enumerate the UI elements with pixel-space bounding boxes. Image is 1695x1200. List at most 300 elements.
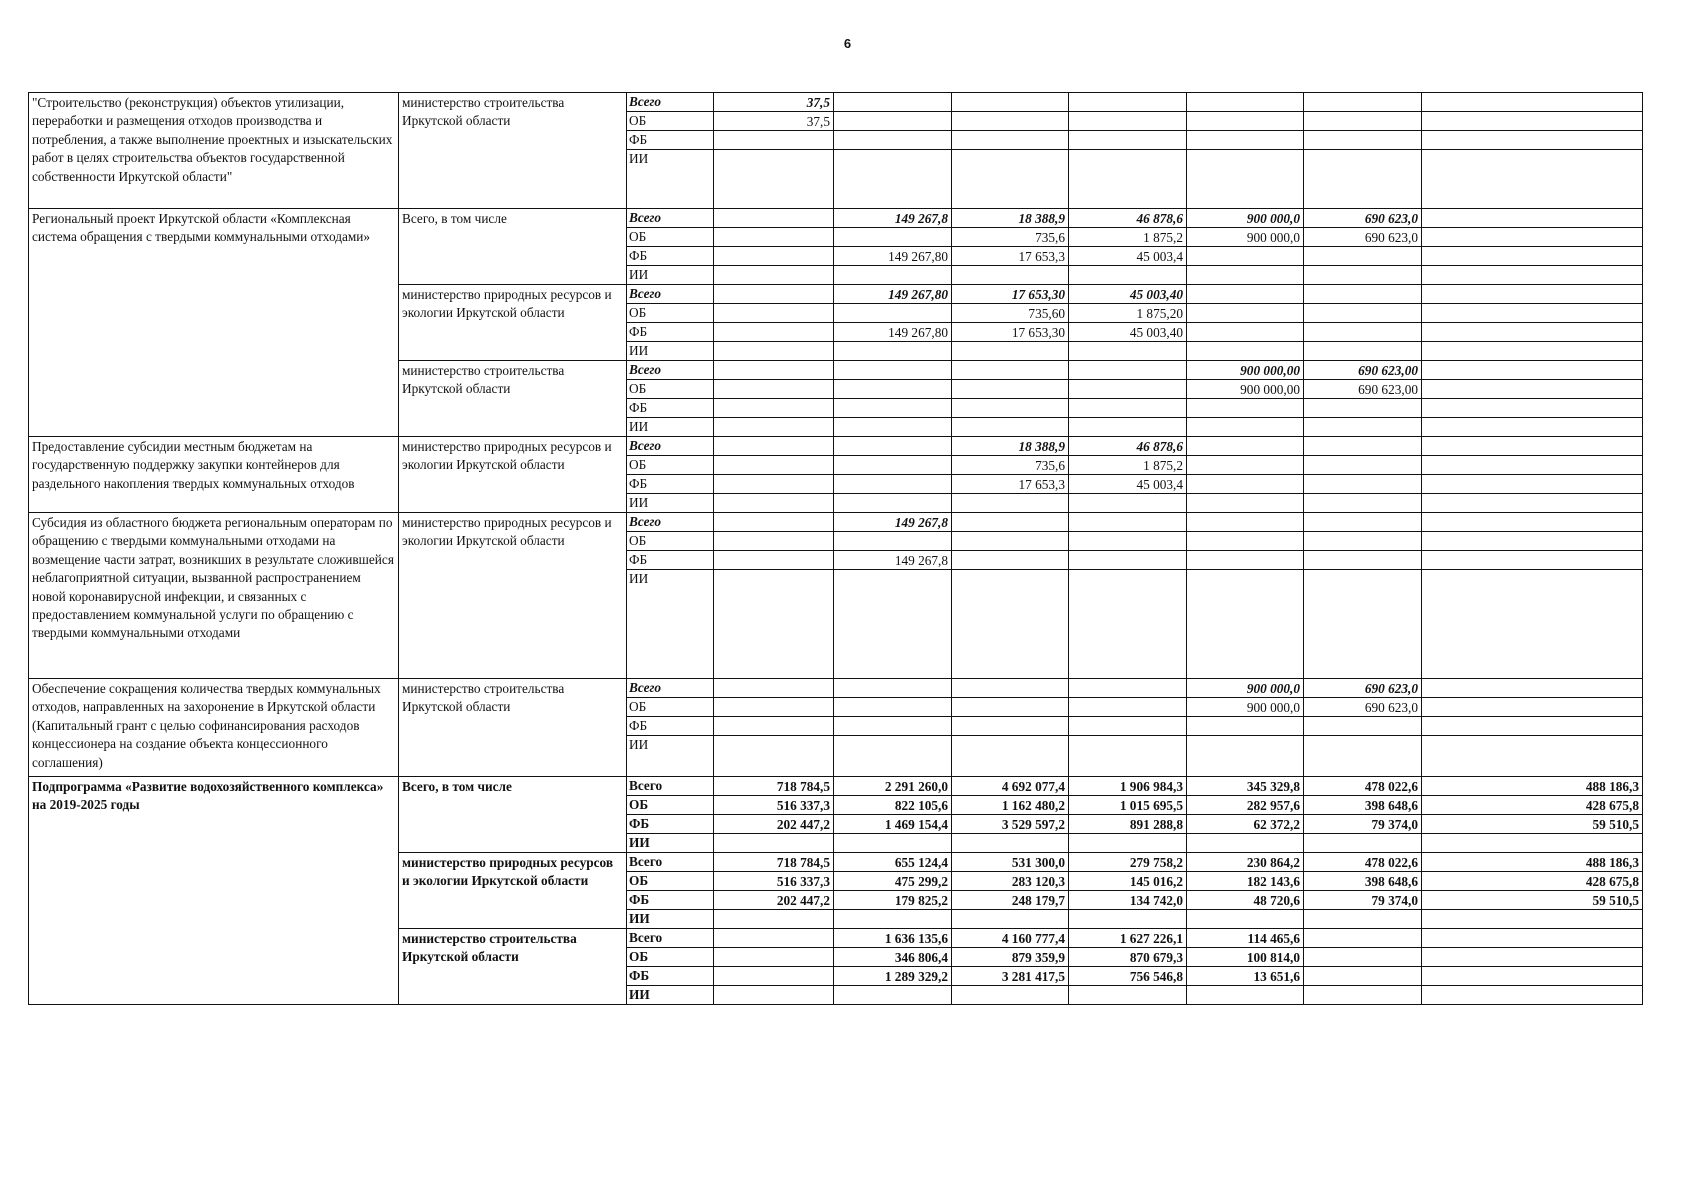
value-cell bbox=[714, 361, 834, 380]
value-cell bbox=[1422, 494, 1643, 513]
value-cell bbox=[1069, 342, 1187, 361]
value-cell bbox=[714, 456, 834, 475]
value-cell: 18 388,9 bbox=[952, 209, 1069, 228]
value-cell: 62 372,2 bbox=[1187, 815, 1304, 834]
value-cell bbox=[952, 266, 1069, 285]
value-cell bbox=[714, 323, 834, 342]
value-cell bbox=[1187, 834, 1304, 853]
value-cell: 1 636 135,6 bbox=[834, 929, 952, 948]
value-cell: 282 957,6 bbox=[1187, 796, 1304, 815]
value-cell bbox=[1422, 437, 1643, 456]
value-cell: 690 623,0 bbox=[1304, 228, 1422, 247]
table-row bbox=[29, 209, 1643, 228]
value-cell bbox=[834, 717, 952, 736]
value-cell bbox=[1304, 93, 1422, 112]
value-cell bbox=[1069, 266, 1187, 285]
value-cell bbox=[1187, 93, 1304, 112]
value-cell bbox=[714, 342, 834, 361]
value-cell bbox=[714, 551, 834, 570]
value-cell bbox=[714, 228, 834, 247]
value-cell: 17 653,30 bbox=[952, 285, 1069, 304]
value-cell: 45 003,40 bbox=[1069, 323, 1187, 342]
value-cell bbox=[714, 475, 834, 494]
value-cell bbox=[1304, 910, 1422, 929]
value-cell: 900 000,0 bbox=[1187, 698, 1304, 717]
value-cell bbox=[714, 150, 834, 209]
value-cell: 428 675,8 bbox=[1422, 872, 1643, 891]
value-cell: 202 447,2 bbox=[714, 891, 834, 910]
table-row bbox=[29, 679, 1643, 698]
value-cell bbox=[1422, 380, 1643, 399]
value-cell: 202 447,2 bbox=[714, 815, 834, 834]
value-cell: 718 784,5 bbox=[714, 853, 834, 872]
value-cell bbox=[1304, 513, 1422, 532]
value-cell: 279 758,2 bbox=[1069, 853, 1187, 872]
value-cell: 4 692 077,4 bbox=[952, 777, 1069, 796]
value-cell: 900 000,0 bbox=[1187, 679, 1304, 698]
value-cell: 1 875,20 bbox=[1069, 304, 1187, 323]
value-cell bbox=[1422, 679, 1643, 698]
funding-source-cell: ИИ bbox=[627, 266, 714, 285]
value-cell bbox=[714, 834, 834, 853]
value-cell: 488 186,3 bbox=[1422, 777, 1643, 796]
value-cell bbox=[1422, 209, 1643, 228]
value-cell bbox=[1069, 698, 1187, 717]
value-cell bbox=[1069, 679, 1187, 698]
value-cell: 45 003,4 bbox=[1069, 247, 1187, 266]
value-cell bbox=[1187, 399, 1304, 418]
value-cell bbox=[1069, 532, 1187, 551]
value-cell bbox=[952, 494, 1069, 513]
funding-source-cell: ОБ bbox=[627, 698, 714, 717]
value-cell bbox=[952, 570, 1069, 679]
value-cell bbox=[1069, 551, 1187, 570]
value-cell bbox=[1422, 736, 1643, 777]
value-cell bbox=[1422, 513, 1643, 532]
value-cell bbox=[1304, 266, 1422, 285]
value-cell: 145 016,2 bbox=[1069, 872, 1187, 891]
value-cell bbox=[834, 228, 952, 247]
value-cell bbox=[834, 456, 952, 475]
value-cell bbox=[1422, 399, 1643, 418]
value-cell: 149 267,8 bbox=[834, 209, 952, 228]
value-cell bbox=[1422, 910, 1643, 929]
value-cell bbox=[1304, 323, 1422, 342]
value-cell: 17 653,30 bbox=[952, 323, 1069, 342]
value-cell bbox=[1069, 131, 1187, 150]
value-cell bbox=[1187, 986, 1304, 1005]
value-cell: 46 878,6 bbox=[1069, 437, 1187, 456]
value-cell bbox=[1422, 112, 1643, 131]
value-cell bbox=[1422, 418, 1643, 437]
value-cell bbox=[834, 418, 952, 437]
value-cell bbox=[1422, 131, 1643, 150]
value-cell bbox=[834, 112, 952, 131]
value-cell: 46 878,6 bbox=[1069, 209, 1187, 228]
funding-source-cell: Всего bbox=[627, 853, 714, 872]
value-cell bbox=[1069, 112, 1187, 131]
value-cell: 516 337,3 bbox=[714, 872, 834, 891]
value-cell bbox=[834, 150, 952, 209]
value-cell: 735,60 bbox=[952, 304, 1069, 323]
value-cell: 48 720,6 bbox=[1187, 891, 1304, 910]
value-cell: 149 267,8 bbox=[834, 551, 952, 570]
value-cell bbox=[714, 717, 834, 736]
funding-source-cell: ИИ bbox=[627, 342, 714, 361]
value-cell: 17 653,3 bbox=[952, 247, 1069, 266]
value-cell bbox=[1069, 418, 1187, 437]
value-cell bbox=[1187, 437, 1304, 456]
value-cell bbox=[1304, 418, 1422, 437]
value-cell: 230 864,2 bbox=[1187, 853, 1304, 872]
value-cell: 346 806,4 bbox=[834, 948, 952, 967]
value-cell bbox=[1304, 399, 1422, 418]
program-block bbox=[29, 93, 1643, 209]
funding-source-cell: ОБ bbox=[627, 380, 714, 399]
value-cell bbox=[1304, 112, 1422, 131]
value-cell bbox=[714, 929, 834, 948]
funding-source-cell: Всего bbox=[627, 513, 714, 532]
value-cell bbox=[1304, 494, 1422, 513]
value-cell: 475 299,2 bbox=[834, 872, 952, 891]
value-cell: 283 120,3 bbox=[952, 872, 1069, 891]
value-cell: 149 267,80 bbox=[834, 323, 952, 342]
value-cell bbox=[1187, 736, 1304, 777]
value-cell bbox=[1422, 456, 1643, 475]
value-cell bbox=[834, 342, 952, 361]
funding-source-cell: ОБ bbox=[627, 872, 714, 891]
value-cell bbox=[834, 304, 952, 323]
value-cell: 690 623,0 bbox=[1304, 679, 1422, 698]
value-cell bbox=[952, 834, 1069, 853]
value-cell: 900 000,00 bbox=[1187, 361, 1304, 380]
value-cell bbox=[1422, 834, 1643, 853]
value-cell bbox=[952, 361, 1069, 380]
value-cell bbox=[1422, 929, 1643, 948]
value-cell: 114 465,6 bbox=[1187, 929, 1304, 948]
value-cell bbox=[1069, 910, 1187, 929]
value-cell bbox=[952, 150, 1069, 209]
value-cell bbox=[1187, 570, 1304, 679]
value-cell bbox=[1422, 150, 1643, 209]
value-cell bbox=[1304, 948, 1422, 967]
value-cell bbox=[714, 209, 834, 228]
value-cell: 879 359,9 bbox=[952, 948, 1069, 967]
value-cell bbox=[714, 948, 834, 967]
value-cell bbox=[714, 986, 834, 1005]
value-cell: 900 000,00 bbox=[1187, 380, 1304, 399]
value-cell: 59 510,5 bbox=[1422, 815, 1643, 834]
value-cell bbox=[1187, 131, 1304, 150]
executor-cell: министерство природных ресурсов и экологии Иркутской области bbox=[399, 285, 627, 361]
value-cell bbox=[1187, 112, 1304, 131]
funding-source-cell: Всего bbox=[627, 929, 714, 948]
value-cell bbox=[714, 679, 834, 698]
value-cell bbox=[1069, 380, 1187, 399]
value-cell: 398 648,6 bbox=[1304, 872, 1422, 891]
table-row bbox=[29, 93, 1643, 112]
table-row bbox=[29, 777, 1643, 796]
value-cell bbox=[1422, 551, 1643, 570]
value-cell bbox=[1304, 304, 1422, 323]
value-cell: 45 003,4 bbox=[1069, 475, 1187, 494]
executor-cell: министерство строительства Иркутской области bbox=[399, 929, 627, 1005]
funding-source-cell: ОБ bbox=[627, 228, 714, 247]
value-cell: 488 186,3 bbox=[1422, 853, 1643, 872]
value-cell: 179 825,2 bbox=[834, 891, 952, 910]
value-cell bbox=[834, 131, 952, 150]
funding-source-cell: ОБ bbox=[627, 304, 714, 323]
value-cell: 182 143,6 bbox=[1187, 872, 1304, 891]
value-cell bbox=[1304, 967, 1422, 986]
value-cell bbox=[714, 532, 834, 551]
executor-cell: Всего, в том числе bbox=[399, 777, 627, 853]
value-cell bbox=[1304, 247, 1422, 266]
value-cell bbox=[1304, 986, 1422, 1005]
value-cell bbox=[834, 380, 952, 399]
value-cell bbox=[714, 247, 834, 266]
value-cell bbox=[952, 986, 1069, 1005]
value-cell bbox=[834, 698, 952, 717]
funding-source-cell: Всего bbox=[627, 93, 714, 112]
value-cell bbox=[952, 131, 1069, 150]
value-cell bbox=[714, 736, 834, 777]
value-cell: 149 267,80 bbox=[834, 285, 952, 304]
program-block bbox=[29, 209, 1643, 437]
funding-source-cell: ИИ bbox=[627, 736, 714, 777]
value-cell: 1 162 480,2 bbox=[952, 796, 1069, 815]
value-cell: 3 529 597,2 bbox=[952, 815, 1069, 834]
executor-cell: министерство природных ресурсов и экологии Иркутской области bbox=[399, 513, 627, 679]
value-cell bbox=[952, 399, 1069, 418]
value-cell bbox=[1069, 834, 1187, 853]
value-cell bbox=[1422, 361, 1643, 380]
value-cell: 718 784,5 bbox=[714, 777, 834, 796]
value-cell: 900 000,0 bbox=[1187, 228, 1304, 247]
value-cell bbox=[1187, 323, 1304, 342]
value-cell bbox=[1422, 93, 1643, 112]
program-name-cell: Предоставление субсидии местным бюджетам на государственную поддержку закупки контейнеров для раздельного накопления твердых коммунальных отходов bbox=[29, 437, 399, 513]
value-cell bbox=[1069, 494, 1187, 513]
value-cell bbox=[834, 986, 952, 1005]
value-cell bbox=[1187, 513, 1304, 532]
value-cell bbox=[714, 399, 834, 418]
value-cell: 1 015 695,5 bbox=[1069, 796, 1187, 815]
funding-source-cell: ИИ bbox=[627, 910, 714, 929]
value-cell bbox=[1187, 717, 1304, 736]
program-block bbox=[29, 437, 1643, 513]
value-cell bbox=[714, 967, 834, 986]
funding-source-cell: ФБ bbox=[627, 967, 714, 986]
value-cell bbox=[1422, 247, 1643, 266]
value-cell bbox=[1422, 323, 1643, 342]
value-cell: 891 288,8 bbox=[1069, 815, 1187, 834]
value-cell bbox=[714, 418, 834, 437]
value-cell bbox=[834, 570, 952, 679]
value-cell bbox=[714, 285, 834, 304]
value-cell bbox=[1422, 228, 1643, 247]
value-cell bbox=[1304, 437, 1422, 456]
value-cell bbox=[1422, 717, 1643, 736]
funding-source-cell: Всего bbox=[627, 777, 714, 796]
program-block bbox=[29, 513, 1643, 679]
value-cell: 478 022,6 bbox=[1304, 777, 1422, 796]
value-cell: 18 388,9 bbox=[952, 437, 1069, 456]
value-cell bbox=[714, 437, 834, 456]
value-cell bbox=[1069, 513, 1187, 532]
value-cell: 4 160 777,4 bbox=[952, 929, 1069, 948]
value-cell bbox=[834, 834, 952, 853]
table-row bbox=[29, 513, 1643, 532]
value-cell bbox=[1422, 304, 1643, 323]
value-cell bbox=[714, 513, 834, 532]
value-cell: 149 267,80 bbox=[834, 247, 952, 266]
funding-source-cell: ФБ bbox=[627, 815, 714, 834]
value-cell bbox=[952, 910, 1069, 929]
value-cell: 1 875,2 bbox=[1069, 228, 1187, 247]
value-cell bbox=[1422, 475, 1643, 494]
funding-source-cell: ФБ bbox=[627, 131, 714, 150]
value-cell: 45 003,40 bbox=[1069, 285, 1187, 304]
value-cell: 690 623,00 bbox=[1304, 380, 1422, 399]
value-cell bbox=[1422, 986, 1643, 1005]
value-cell bbox=[714, 131, 834, 150]
value-cell bbox=[1069, 717, 1187, 736]
funding-source-cell: ФБ bbox=[627, 399, 714, 418]
program-name-cell: Региональный проект Иркутской области «Комплексная система обращения с твердыми коммунальными отходами» bbox=[29, 209, 399, 437]
value-cell bbox=[1304, 736, 1422, 777]
value-cell: 100 814,0 bbox=[1187, 948, 1304, 967]
value-cell: 1 469 154,4 bbox=[834, 815, 952, 834]
value-cell bbox=[1422, 285, 1643, 304]
value-cell: 79 374,0 bbox=[1304, 815, 1422, 834]
value-cell: 735,6 bbox=[952, 228, 1069, 247]
value-cell bbox=[714, 266, 834, 285]
funding-source-cell: ОБ bbox=[627, 456, 714, 475]
value-cell bbox=[1304, 342, 1422, 361]
value-cell bbox=[1304, 570, 1422, 679]
value-cell bbox=[834, 494, 952, 513]
value-cell bbox=[834, 736, 952, 777]
funding-source-cell: ИИ bbox=[627, 986, 714, 1005]
value-cell: 655 124,4 bbox=[834, 853, 952, 872]
value-cell: 690 623,0 bbox=[1304, 698, 1422, 717]
value-cell bbox=[1069, 736, 1187, 777]
program-block bbox=[29, 679, 1643, 777]
value-cell bbox=[1304, 456, 1422, 475]
value-cell bbox=[1069, 93, 1187, 112]
value-cell: 79 374,0 bbox=[1304, 891, 1422, 910]
value-cell: 345 329,8 bbox=[1187, 777, 1304, 796]
value-cell bbox=[1187, 494, 1304, 513]
value-cell: 822 105,6 bbox=[834, 796, 952, 815]
value-cell bbox=[1304, 717, 1422, 736]
value-cell: 690 623,0 bbox=[1304, 209, 1422, 228]
value-cell bbox=[834, 475, 952, 494]
value-cell bbox=[1304, 475, 1422, 494]
value-cell bbox=[834, 266, 952, 285]
value-cell bbox=[1422, 967, 1643, 986]
value-cell: 37,5 bbox=[714, 93, 834, 112]
value-cell bbox=[1187, 247, 1304, 266]
executor-cell: министерство природных ресурсов и экологии Иркутской области bbox=[399, 853, 627, 929]
funding-source-cell: Всего bbox=[627, 437, 714, 456]
value-cell bbox=[1304, 929, 1422, 948]
value-cell bbox=[834, 910, 952, 929]
value-cell bbox=[1422, 266, 1643, 285]
value-cell: 1 627 226,1 bbox=[1069, 929, 1187, 948]
value-cell bbox=[1187, 551, 1304, 570]
program-name-cell: "Строительство (реконструкция) объектов утилизации, переработки и размещения отходов производства и потребления, а также выполнение проектных и изыскательских работ в целях строительства объектов государственной собственности Иркутской области" bbox=[29, 93, 399, 209]
value-cell bbox=[1187, 910, 1304, 929]
funding-source-cell: ИИ bbox=[627, 494, 714, 513]
value-cell bbox=[1069, 361, 1187, 380]
value-cell bbox=[834, 679, 952, 698]
value-cell bbox=[1069, 570, 1187, 679]
value-cell bbox=[1422, 948, 1643, 967]
value-cell bbox=[952, 532, 1069, 551]
funding-source-cell: Всего bbox=[627, 285, 714, 304]
value-cell bbox=[1187, 150, 1304, 209]
value-cell bbox=[1187, 475, 1304, 494]
value-cell bbox=[952, 93, 1069, 112]
value-cell bbox=[952, 513, 1069, 532]
executor-cell: министерство строительства Иркутской области bbox=[399, 679, 627, 777]
value-cell bbox=[952, 717, 1069, 736]
value-cell: 1 906 984,3 bbox=[1069, 777, 1187, 796]
value-cell bbox=[952, 380, 1069, 399]
value-cell bbox=[1422, 570, 1643, 679]
value-cell bbox=[1304, 131, 1422, 150]
funding-source-cell: ФБ bbox=[627, 717, 714, 736]
program-name-cell: Подпрограмма «Развитие водохозяйственного комплекса» на 2019-2025 годы bbox=[29, 777, 399, 1005]
funding-source-cell: Всего bbox=[627, 209, 714, 228]
value-cell bbox=[952, 418, 1069, 437]
value-cell bbox=[1187, 456, 1304, 475]
value-cell bbox=[1422, 532, 1643, 551]
value-cell: 735,6 bbox=[952, 456, 1069, 475]
value-cell bbox=[714, 570, 834, 679]
executor-cell: министерство строительства Иркутской области bbox=[399, 93, 627, 209]
value-cell bbox=[1304, 532, 1422, 551]
value-cell bbox=[714, 380, 834, 399]
value-cell: 690 623,00 bbox=[1304, 361, 1422, 380]
table-row bbox=[29, 437, 1643, 456]
funding-source-cell: ФБ bbox=[627, 551, 714, 570]
value-cell bbox=[1422, 342, 1643, 361]
funding-source-cell: ОБ bbox=[627, 112, 714, 131]
funding-source-cell: Всего bbox=[627, 679, 714, 698]
funding-source-cell: ИИ bbox=[627, 418, 714, 437]
value-cell bbox=[834, 532, 952, 551]
value-cell bbox=[952, 698, 1069, 717]
value-cell bbox=[1187, 304, 1304, 323]
value-cell bbox=[1187, 532, 1304, 551]
value-cell: 3 281 417,5 bbox=[952, 967, 1069, 986]
funding-source-cell: ОБ bbox=[627, 948, 714, 967]
funding-source-cell: ФБ bbox=[627, 323, 714, 342]
value-cell: 531 300,0 bbox=[952, 853, 1069, 872]
funding-source-cell: ФБ bbox=[627, 891, 714, 910]
page-number: 6 bbox=[843, 36, 852, 51]
value-cell bbox=[834, 399, 952, 418]
value-cell: 13 651,6 bbox=[1187, 967, 1304, 986]
funding-source-cell: ИИ bbox=[627, 150, 714, 209]
executor-cell: министерство природных ресурсов и экологии Иркутской области bbox=[399, 437, 627, 513]
value-cell bbox=[1422, 698, 1643, 717]
value-cell bbox=[1069, 399, 1187, 418]
value-cell: 428 675,8 bbox=[1422, 796, 1643, 815]
